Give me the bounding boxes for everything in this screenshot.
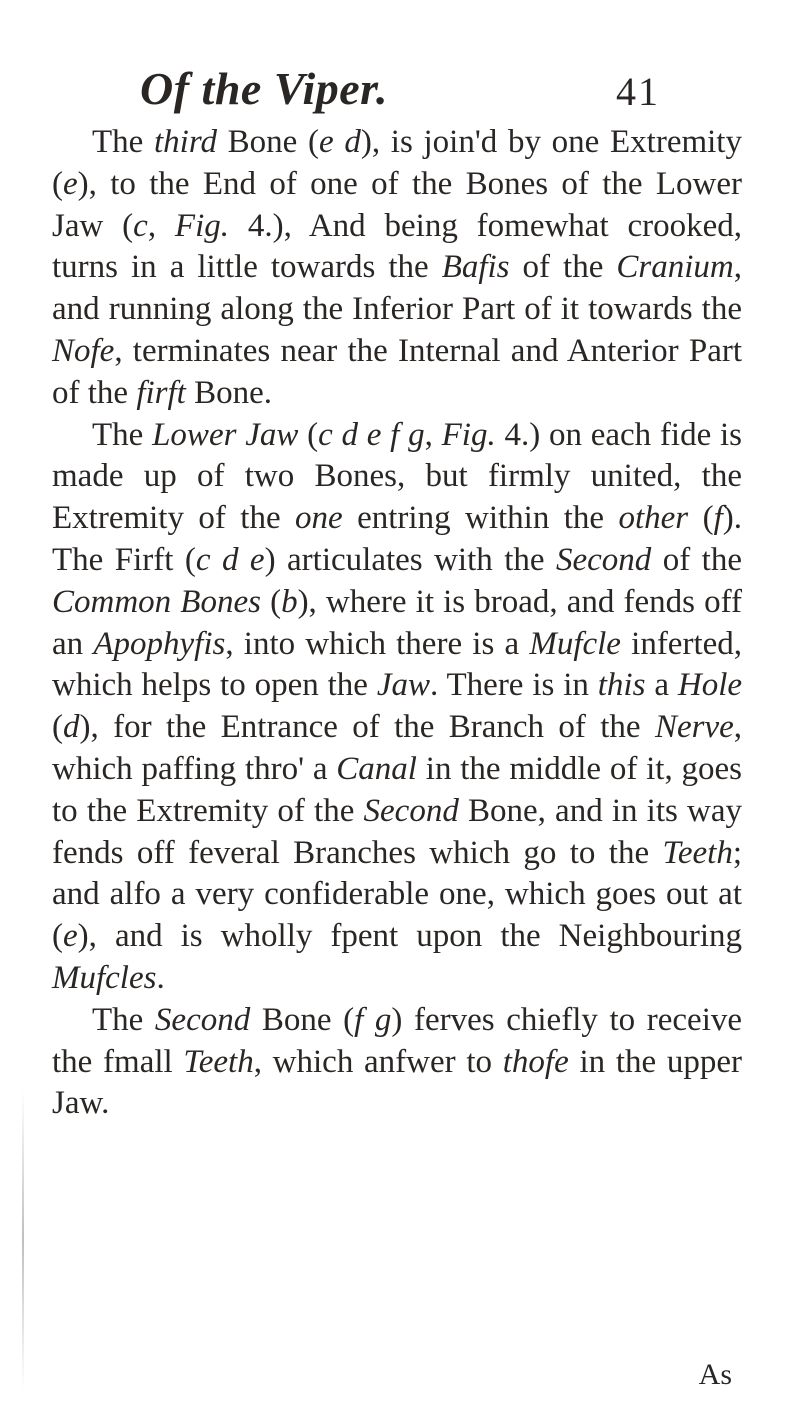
text-run: , which anfwer to [253, 1043, 503, 1080]
text-run: in the middle of it, goes to the Extremity of the [52, 750, 742, 829]
text-run: , into which there is a [225, 625, 530, 662]
italic-text-run: Canal [336, 750, 417, 787]
italic-text-run: c d e f g [318, 416, 425, 453]
running-title: Of the Viper. [140, 63, 389, 114]
text-run: entring within the [342, 500, 619, 537]
text-run: ), is join'd by one Extremity ( [52, 124, 742, 202]
text-run: of the [651, 541, 742, 578]
text-run: ; and alfo a very confiderable one, which goes out at ( [52, 834, 742, 955]
text-run: ), where it is broad, and fends off an [52, 583, 742, 662]
italic-text-run: b [281, 583, 298, 620]
italic-text-run: one [295, 500, 343, 537]
text-run: , which paffing thro' a [52, 709, 742, 787]
text-run: ), to the End of one of the Bones of the Lower Jaw ( [52, 165, 742, 244]
text-run: Bone. [185, 374, 273, 411]
text-run: inferted, which helps to open the [52, 625, 743, 704]
italic-text-run: this [597, 667, 646, 704]
text-run: 4.) on each fide is made up of two Bones, but firmly united, the Extremity of the [52, 416, 743, 537]
italic-text-run: Second [363, 792, 459, 829]
italic-text-run: Mufcle [529, 625, 621, 662]
text-run: The [92, 124, 154, 160]
paragraph-second-bone [52, 1000, 742, 1125]
text-run: ( [688, 500, 714, 537]
text-run: Bone, and in its way fends off feveral Branches which go to the [52, 792, 742, 871]
italic-text-run: Nofe [52, 332, 115, 369]
text-run: The [92, 1001, 155, 1038]
text-run: ( [298, 416, 319, 453]
text-run: . [156, 959, 165, 996]
page-edge-shadow [22, 1090, 24, 1390]
italic-text-run: third [154, 124, 217, 160]
italic-text-run: Second [154, 1001, 251, 1038]
text-run: , terminates near the Internal and Anterior Part of the [52, 332, 742, 411]
italic-text-run: Fig. [441, 416, 496, 453]
text-run: . There is in [429, 667, 598, 704]
text-run: 4.), And being fomewhat crooked, turns in a little towards the [52, 207, 742, 286]
italic-text-run: d [63, 709, 80, 746]
italic-text-run: c d e [195, 541, 265, 578]
italic-text-run: Nerve [654, 709, 734, 746]
italic-text-run: firft [136, 374, 186, 411]
text-run: Bone ( [216, 124, 320, 160]
italic-text-run: Teeth [183, 1043, 254, 1080]
text-run: ) articulates with the [264, 541, 556, 578]
italic-text-run: Apophyfis [93, 625, 226, 662]
text-run: Bone ( [250, 1001, 355, 1038]
italic-text-run: Bafis [441, 249, 510, 286]
paragraph-lower-jaw [52, 415, 742, 1000]
paragraph-third-bone [52, 122, 742, 415]
italic-text-run: Second [555, 541, 652, 578]
catchword: As [698, 1358, 732, 1391]
italic-text-run: e [63, 165, 78, 202]
text-run: ( [260, 583, 282, 620]
italic-text-run: Common Bones [52, 583, 261, 620]
italic-text-run: other [618, 500, 689, 537]
body-text [52, 122, 742, 1125]
text-run: of the [509, 249, 617, 286]
text-run: The [92, 416, 153, 453]
italic-text-run: e [63, 918, 78, 955]
text-run: , [424, 416, 442, 453]
page-header [140, 62, 660, 122]
italic-text-run: Jaw [376, 667, 430, 704]
italic-text-run: e d [319, 124, 361, 160]
text-run: ), and is wholly fpent upon the Neighbouring [77, 918, 742, 955]
italic-text-run: Hole [677, 667, 743, 704]
italic-text-run: Fig. [174, 207, 229, 244]
text-run: ), for the Entrance of the Branch of the [79, 709, 655, 746]
italic-text-run: Lower Jaw [152, 416, 299, 453]
italic-text-run: Mufcles [52, 959, 157, 996]
text-run: , and running along the Inferior Part of it towards the [52, 249, 742, 328]
text-run: a [645, 667, 678, 704]
italic-text-run: thofe [502, 1043, 569, 1080]
text-run: ( [52, 709, 63, 746]
italic-text-run: f [713, 500, 723, 537]
italic-text-run: f g [354, 1001, 392, 1038]
italic-text-run: c [133, 207, 148, 244]
italic-text-run: Cranium [616, 249, 734, 286]
page-number: 41 [616, 69, 660, 114]
text-run: ) ferves chiefly to receive the fmall [52, 1001, 743, 1080]
text-run: in the upper Jaw. [52, 1043, 743, 1122]
italic-text-run: Teeth [662, 834, 733, 871]
text-run: ). The Firft ( [52, 500, 742, 578]
text-run: , [147, 207, 175, 244]
